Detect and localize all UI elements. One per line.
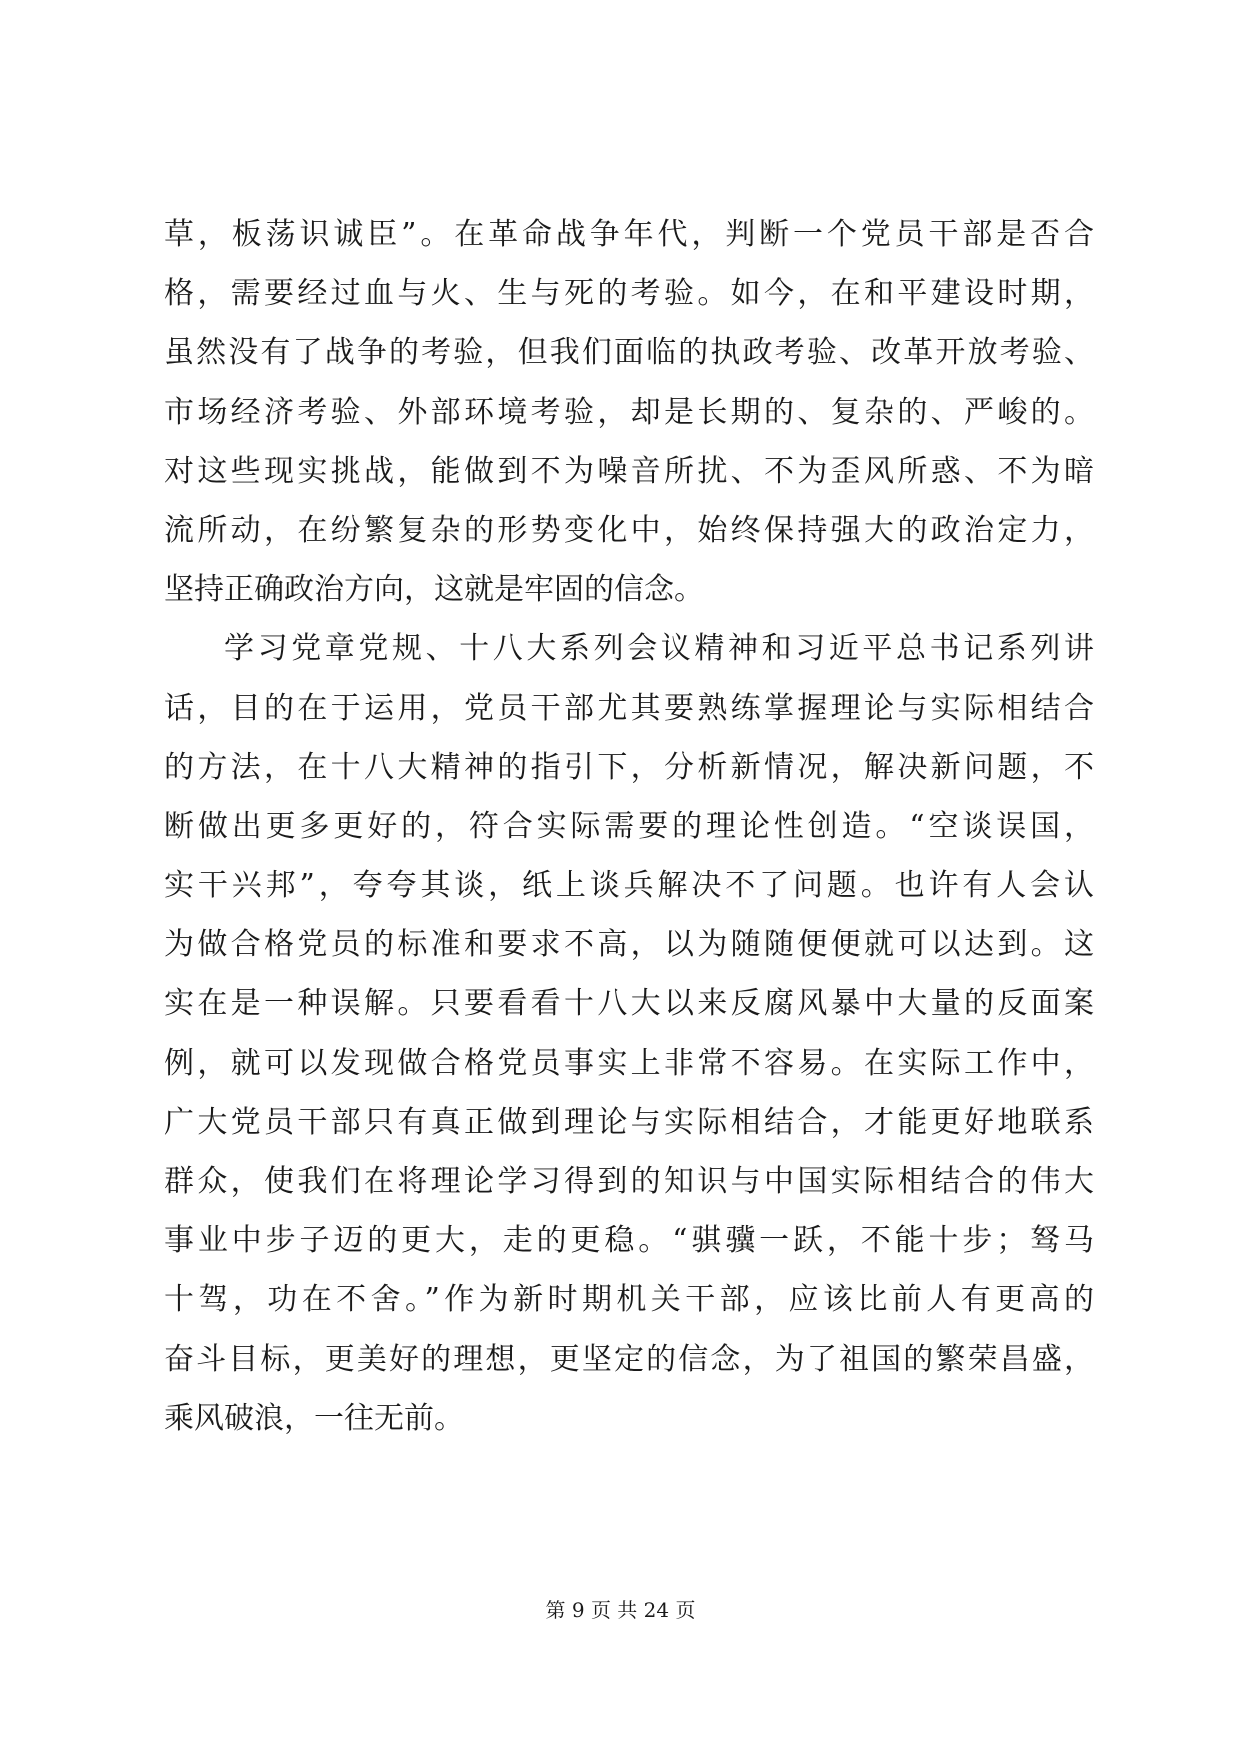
document-body [164, 205, 1094, 1448]
text-line: 群众，使我们在将理论学习得到的知识与中国实际相结合的伟大 [164, 1164, 1094, 1199]
text-line: 事业中步子迈的更大，走的更稳。“骐骥一跃，不能十步；驽马 [164, 1223, 1094, 1259]
text-line: 乘风破浪，一往无前。 [164, 1400, 464, 1436]
text-line: 话，目的在于运用，党员干部尤其要熟练掌握理论与实际相结合 [164, 690, 1094, 726]
text-line: 实干兴邦”，夸夸其谈，纸上谈兵解决不了问题。也许有人会认 [164, 868, 1094, 904]
text-line: 广大党员干部只有真正做到理论与实际相结合，才能更好地联系 [164, 1104, 1094, 1140]
text-line: 草，板荡识诚臣”。在革命战争年代，判断一个党员干部是否合 [164, 217, 1094, 252]
paragraph-first-line: 学习党章党规、十八大系列会议精神和习近平总书记系列讲 [224, 631, 1094, 667]
text-line: 断做出更多更好的，符合实际需要的理论性创造。“空谈误国， [164, 808, 1094, 844]
text-line: 例，就可以发现做合格党员事实上非常不容易。在实际工作中， [164, 1045, 1094, 1081]
text-line: 对这些现实挑战，能做到不为噪音所扰、不为歪风所惑、不为暗 [164, 453, 1094, 489]
text-line: 流所动，在纷繁复杂的形势变化中，始终保持强大的政治定力， [164, 512, 1094, 548]
text-line: 为做合格党员的标准和要求不高，以为随随便便就可以达到。这 [164, 927, 1094, 963]
text-line: 市场经济考验、外部环境考验，却是长期的、复杂的、严峻的。 [164, 394, 1094, 430]
text-line: 奋斗目标，更美好的理想，更坚定的信念，为了祖国的繁荣昌盛， [164, 1341, 1094, 1377]
text-line: 实在是一种误解。只要看看十八大以来反腐风暴中大量的反面案 [164, 986, 1094, 1022]
text-line: 的方法，在十八大精神的指引下，分析新情况，解决新问题，不 [164, 749, 1094, 785]
text-line: 十驾，功在不舍。”作为新时期机关干部，应该比前人有更高的 [164, 1282, 1094, 1318]
text-line: 虽然没有了战争的考验，但我们面临的执政考验、改革开放考验、 [164, 335, 1094, 371]
text-line: 坚持正确政治方向，这就是牢固的信念。 [164, 572, 704, 608]
text-line: 格，需要经过血与火、生与死的考验。如今，在和平建设时期， [164, 276, 1094, 312]
page-number-footer: 第 9 页 共 24 页 [545, 1598, 696, 1622]
